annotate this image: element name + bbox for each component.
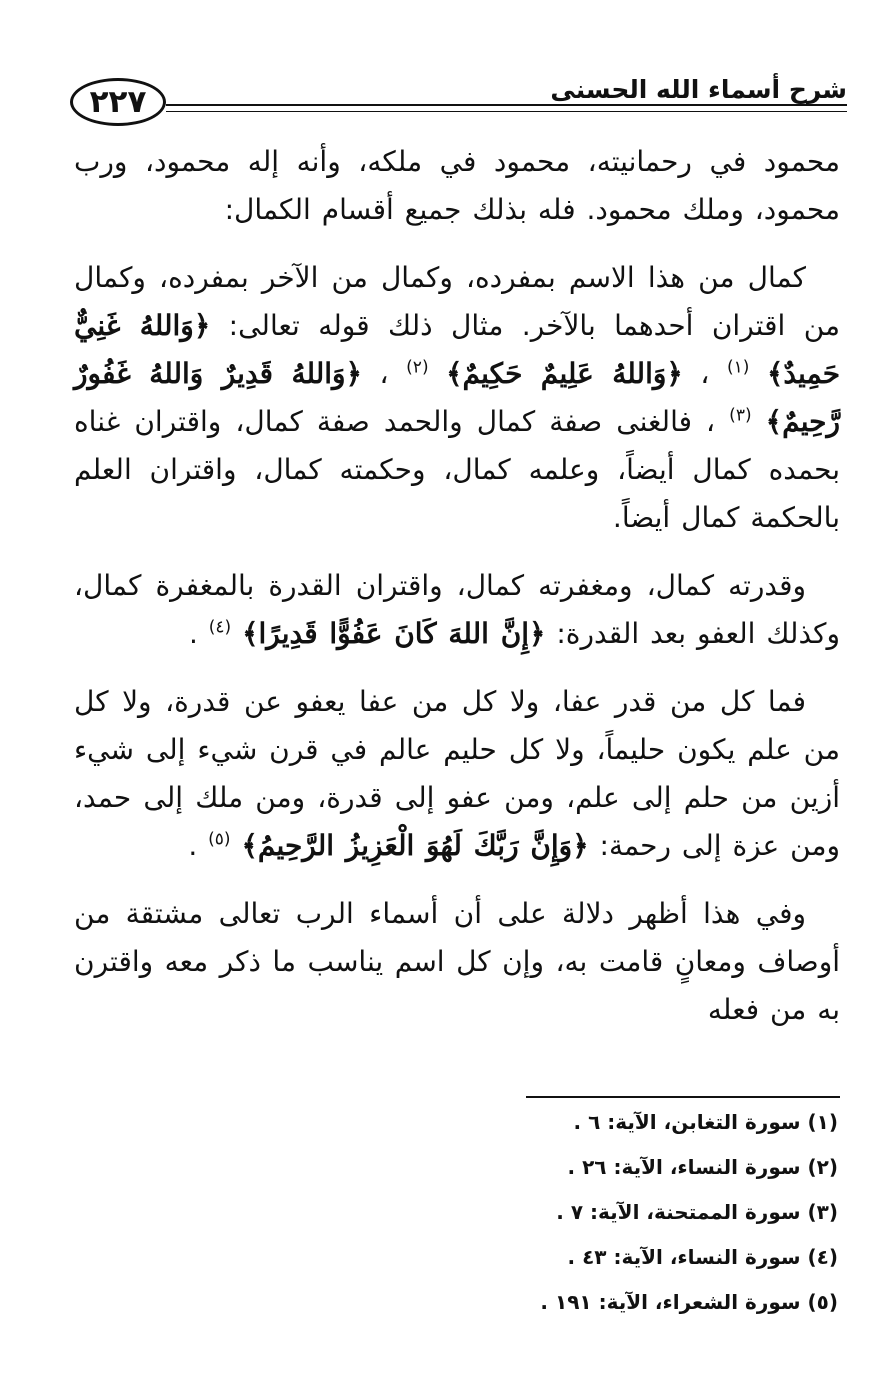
paragraph-text: محمود في رحمانيته، محمود في ملكه، وأنه إله محمود، ورب محمود، وملك محمود. فله بذلك جميع أقسام الكمال: — [74, 145, 840, 226]
footnote-marker: (٤) — [208, 617, 232, 638]
footnote: (١) سورة التغابن، الآية: ٦ . — [573, 1110, 838, 1134]
footnote-marker: (٥) — [208, 829, 231, 850]
paragraph — [74, 138, 840, 234]
quran-verse: ﴿إِنَّ اللهَ كَانَ عَفُوًّا قَدِيرًا﴾ — [242, 617, 546, 650]
paragraph-text: وفي هذا أظهر دلالة على أن أسماء الرب تعالى مشتقة من أوصاف ومعانٍ قامت به، وإن كل اسم يناسب ما ذكر معه واقترن به من فعله — [74, 897, 840, 1026]
paragraph-text: ، — [361, 357, 389, 390]
quran-verse: ﴿وَإِنَّ رَبَّكَ لَهُوَ الْعَزِيزُ الرَّحِيمُ﴾ — [241, 829, 589, 862]
paragraph-text: ، فالغنى صفة كمال والحمد صفة كمال، واقتران غناه بحمده كمال أيضاً، وعلمه كمال، وحكمته كمال، واقتران العلم بالحكمة كمال أيضاً. — [74, 405, 840, 534]
quran-verse: ﴿وَاللهُ عَلِيمٌ حَكِيمٌ﴾ — [446, 357, 683, 390]
paragraph-text: وقدرته كمال، ومغفرته كمال، واقتران القدرة بالمغفرة كمال، وكذلك العفو بعد القدرة: — [74, 569, 840, 650]
footnote: (٢) سورة النساء، الآية: ٢٦ . — [567, 1155, 838, 1179]
running-header — [70, 75, 847, 136]
footnote-marker: (٣) — [729, 405, 752, 426]
quran-verse: ﴿وَاللهُ غَنِيٌّ حَمِيدٌ﴾ — [74, 309, 841, 390]
footnote: (٥) سورة الشعراء، الآية: ١٩١ . — [540, 1290, 838, 1314]
paragraph-text: فما كل من قدر عفا، ولا كل من عفا يعفو عن قدرة، ولا كل من علم يكون حليماً، ولا كل حليم عالم في قرن شيء إلى شيء أزين من حلم إلى علم، ومن عفو إلى قدرة، ومن ملك إلى حمد، ومن عزة إلى رحمة: — [74, 685, 840, 862]
paragraph — [74, 562, 840, 658]
footnotes — [418, 1100, 838, 1325]
main-text — [74, 138, 840, 1054]
paragraph-text: كمال من هذا الاسم بمفرده، وكمال من الآخر بمفرده، وكمال من اقتران أحدهما بالآخر. مثال ذلك قوله تعالى: — [74, 261, 841, 342]
footnote-separator — [526, 1096, 840, 1098]
quran-verse: ﴿وَاللهُ قَدِيرٌ وَاللهُ غَفُورٌ رَّحِيمٌ﴾ — [74, 357, 840, 438]
footnote-marker: (١) — [726, 357, 750, 378]
paragraph — [74, 678, 840, 870]
header-rule-secondary — [166, 111, 847, 112]
paragraph-text: . — [188, 617, 198, 650]
header-rule — [166, 104, 847, 106]
paragraph-text: . — [188, 829, 198, 862]
paragraph — [74, 890, 840, 1034]
page-title: شرح أسماء الله الحسنى — [540, 76, 847, 104]
page-number: ٢٢٧ — [89, 83, 147, 120]
paragraph — [74, 254, 840, 542]
footnote-marker: (٢) — [406, 357, 429, 378]
footnote: (٤) سورة النساء، الآية: ٤٣ . — [567, 1245, 838, 1269]
page-number-frame — [70, 78, 166, 126]
paragraph-text: ، — [682, 357, 710, 390]
footnote: (٣) سورة الممتحنة، الآية: ٧ . — [556, 1200, 838, 1224]
